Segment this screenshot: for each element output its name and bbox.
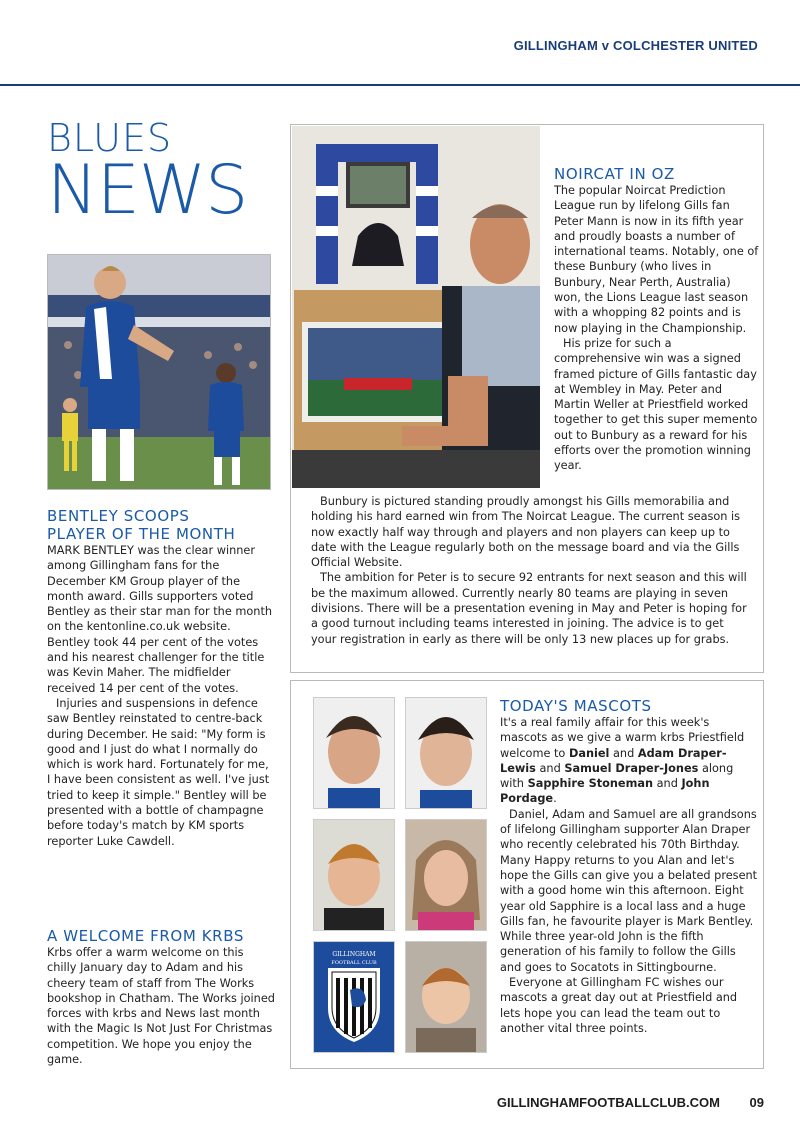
mascots-paragraph-1 bbox=[500, 715, 758, 807]
noircat-paragraph-1: The popular Noircat Prediction League run by lifelong Gills fan Peter Mann is now in its fifth year and proudly boasts a number of international teams. Notably, one of these Bunbury (who lives in Bunbury, Near Perth, Australia) won, the Lions League last season with a whopping 82 points and is now playing in the Championship. bbox=[554, 184, 759, 335]
noircat-paragraph-2: His prize for such a comprehensive win was a signed framed picture of Gills fantastic day at Wembley in May. Peter and Martin Weller at Priestfield worked together to get this super memento out to Bunbury as a reward for his efforts over the promotion winning year. bbox=[554, 336, 758, 473]
mascots-joiner-3: along with bbox=[500, 761, 734, 791]
crest-text-line1: GILLINGHAM bbox=[332, 951, 376, 958]
noircat-body-full bbox=[311, 494, 749, 647]
krbs-body bbox=[47, 945, 275, 1067]
mascots-panel bbox=[290, 680, 764, 1069]
mascot-photo-john bbox=[405, 941, 487, 1053]
bentley-paragraph-2: Injuries and suspensions in defence saw Bentley reinstated to centre-back during December. He said: "My form is good and I just do what I normally do which is work hard. Fortunately for me, I have been consistent as well. I've just tried to keep it simple." Bentley will be presented with a bottle of champagne before today's match by KM sports reporter Luke Cawdell. bbox=[47, 696, 270, 848]
header-rule bbox=[0, 84, 800, 86]
mascot-name-sapphire: Sapphire Stoneman bbox=[527, 777, 654, 791]
crest-text-line2: FOOTBALL CLUB bbox=[331, 960, 377, 966]
mascot-photo-daniel bbox=[313, 697, 395, 809]
mascot-photo-samuel bbox=[313, 819, 395, 931]
noircat-paragraph-3: Bunbury is pictured standing proudly amongst his Gills memorabilia and holding his hard earned win from The Noircat League. The current season is now exactly half way through and players and non players can keep up to date with the League regularly both on the message board and via the Gills Official Website. bbox=[311, 495, 741, 570]
page-number: 09 bbox=[749, 1095, 764, 1110]
noircat-body-column bbox=[554, 183, 759, 474]
noircat-paragraph-4: The ambition for Peter is to secure 92 entrants for next season and this will be the maximum allowed. Currently nearly 80 teams are playing in seven divisions. There will be a presentation evening in May and Peter is hoping for a good turnout including teams interested in joining. The advice is to get your registration in early as there will be only 13 new places up for grabs. bbox=[311, 571, 747, 646]
mascots-paragraph-2: Daniel, Adam and Samuel are all grandsons of lifelong Gillingham supporter Alan Draper who recently celebrated his 70th Birthday. Many Happy returns to you Alan and let's hope the Gills can give you a belated present with a good home win this afternoon. Eight year old Sapphire is a local lass and a huge Gills fan, he favourite player is Mark Bentley. While three year-old John is the fifth generation of his family to follow the Gills and goes to Socatots in Sittingbourne. bbox=[500, 807, 758, 974]
bentley-celebration-photo bbox=[47, 254, 271, 490]
krbs-paragraph-1: Krbs offer a warm welcome on this chilly January day to Adam and his cheery team of staff from The Works bookshop in Chatham. The Works joined forces with krbs and News last month with the Magic Is Not Just For Christmas competition. We hope you enjoy the game. bbox=[47, 946, 275, 1067]
mascot-name-daniel: Daniel bbox=[568, 746, 610, 760]
noircat-heading: NOIRCAT IN OZ bbox=[554, 165, 675, 183]
club-crest-icon bbox=[313, 941, 395, 1053]
blues-news-masthead bbox=[47, 116, 275, 230]
mascot-name-adam: Adam Draper-Lewis bbox=[500, 746, 727, 775]
footer-website: GILLINGHAMFOOTBALLCLUB.COM bbox=[496, 1095, 720, 1110]
mascot-photo-adam bbox=[405, 697, 487, 809]
bentley-heading-line1: BENTLEY SCOOPS bbox=[47, 507, 190, 525]
match-title: GILLINGHAM v COLCHESTER UNITED bbox=[513, 38, 758, 53]
noircat-panel bbox=[290, 124, 764, 673]
mascots-period: . bbox=[553, 792, 557, 806]
mascot-photo-sapphire bbox=[405, 819, 487, 931]
mascots-body bbox=[500, 715, 758, 1036]
mascots-joiner-4: and bbox=[653, 777, 682, 791]
mascots-intro-text: It's a real family affair for this week's mascots as we give a warm krbs Priestfield welcome to bbox=[500, 716, 745, 760]
masthead-blues: BLUES bbox=[47, 116, 173, 160]
mascot-name-john: John Pordage bbox=[500, 777, 710, 806]
bentley-heading-line2: PLAYER OF THE MONTH bbox=[47, 525, 236, 543]
krbs-heading: A WELCOME FROM KRBS bbox=[47, 927, 244, 945]
mascot-name-samuel: Samuel Draper-Jones bbox=[564, 761, 699, 775]
mascots-heading: TODAY'S MASCOTS bbox=[500, 697, 652, 715]
mascots-joiner-2: and bbox=[535, 761, 565, 775]
krbs-article bbox=[47, 927, 275, 1067]
mascots-joiner-1: and bbox=[609, 746, 638, 760]
noircat-memorabilia-photo bbox=[292, 126, 540, 488]
mascots-paragraph-3: Everyone at Gillingham FC wishes our mascots a great day out at Priestfield and lets hope you can lead the team out to another vital three points. bbox=[500, 976, 738, 1035]
bentley-body bbox=[47, 543, 275, 849]
bentley-article bbox=[47, 507, 275, 849]
page-header bbox=[0, 0, 800, 88]
bentley-paragraph-1: MARK BENTLEY was the clear winner among Gillingham fans for the December KM Group player of the month award. Gills supporters voted Bentley as their star man for the month on the kentonline.co.uk website. Bentley took 44 per cent of the votes and his nearest challenger for the title was Kevin Maher. The midfielder received 14 per cent of the votes. bbox=[47, 544, 273, 695]
masthead-news: NEWS bbox=[47, 151, 248, 230]
